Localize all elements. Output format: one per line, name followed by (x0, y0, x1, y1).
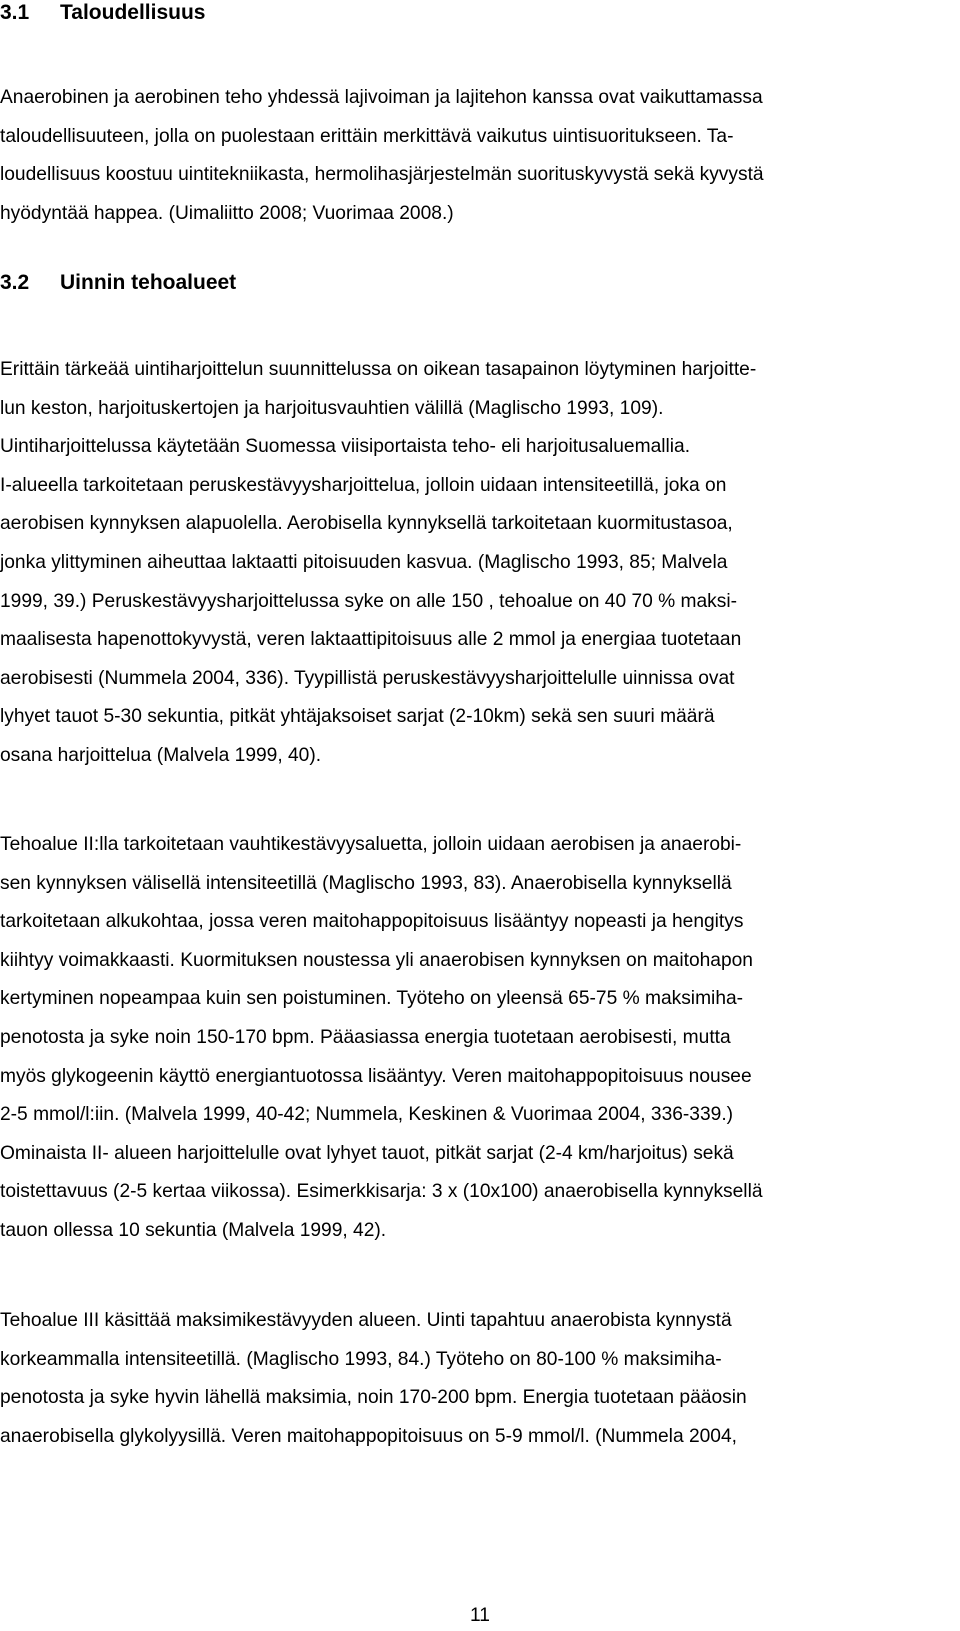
page-number: 11 (470, 1605, 490, 1626)
section-title: Uinnin tehoalueet (60, 271, 237, 294)
text-line: korkeammalla intensiteetillä. (Maglischo 1993, 84.) Työteho on 80-100 % maksimiha- (0, 1348, 722, 1370)
paragraph-tehoalueet-1 (0, 351, 940, 776)
paragraph-tehoalue-ii (0, 826, 940, 1251)
text-line: hyödyntää happea. (Uimaliitto 2008; Vuorimaa 2008.) (0, 202, 454, 224)
text-line: 1999, 39.) Peruskestävyysharjoittelussa syke on alle 150 , tehoalue on 40 70 % maksi- (0, 590, 738, 612)
section-title: Taloudellisuus (60, 1, 206, 24)
text-line: Anaerobinen ja aerobinen teho yhdessä lajivoiman ja lajitehon kanssa ovat vaikuttamassa (0, 87, 763, 108)
paragraph-tehoalue-iii (0, 1302, 940, 1456)
text-line: Ominaista II- alueen harjoittelulle ovat lyhyet tauot, pitkät sarjat (2-4 km/harjoitus) sekä (0, 1142, 734, 1164)
text-line: I-alueella tarkoitetaan peruskestävyysharjoittelua, jolloin uidaan intensiteetillä, joka on (0, 474, 727, 496)
section-heading-3-1 (0, 0, 205, 26)
text-line: lyhyet tauot 5-30 sekuntia, pitkät yhtäjaksoiset sarjat (2-10km) sekä sen suuri määrä (0, 706, 715, 728)
text-line: aerobisesti (Nummela 2004, 336). Tyypillistä peruskestävyysharjoittelulle uinnissa ovat (0, 667, 735, 689)
text-line: tauon ollessa 10 sekuntia (Malvela 1999, 42). (0, 1219, 387, 1241)
text-line: kiihtyy voimakkaasti. Kuormituksen noustessa yli anaerobisen kynnyksen on maitohapon (0, 949, 753, 971)
text-line: tarkoitetaan alkukohtaa, jossa veren maitohappopitoisuus lisääntyy nopeasti ja hengitys (0, 911, 744, 933)
section-number: 3.2 (0, 271, 30, 294)
text-line: anaerobisella glykolyysillä. Veren maitohappopitoisuus on 5-9 mmol/l. (Nummela 2004, (0, 1425, 737, 1447)
text-line: osana harjoittelua (Malvela 1999, 40). (0, 744, 322, 766)
text-line: jonka ylittyminen aiheuttaa laktaatti pitoisuuden kasvua. (Maglischo 1993, 85; Malvela (0, 551, 728, 573)
text-line: myös glykogeenin käyttö energiantuotossa lisääntyy. Veren maitohappopitoisuus nousee (0, 1065, 752, 1087)
text-line: penotosta ja syke noin 150-170 bpm. Pääasiassa energia tuotetaan aerobisesti, mutta (0, 1026, 731, 1048)
text-line: lun keston, harjoituskertojen ja harjoitusvauhtien välillä (Maglischo 1993, 109). (0, 397, 664, 419)
paragraph-taloudellisuus (0, 79, 940, 233)
text-line: penotosta ja syke hyvin lähellä maksimia, noin 170-200 bpm. Energia tuotetaan pääosin (0, 1387, 747, 1409)
text-line: loudellisuus koostuu uintitekniikasta, hermolihasjärjestelmän suorituskyvystä sekä kyvystä (0, 164, 764, 186)
text-line: Uintiharjoittelussa käytetään Suomessa viisiportaista teho- eli harjoitusaluemallia. (0, 436, 691, 458)
section-number: 3.1 (0, 1, 30, 24)
text-line: aerobisen kynnyksen alapuolella. Aerobisella kynnyksellä tarkoitetaan kuormitustasoa, (0, 513, 733, 535)
section-heading-3-2 (0, 270, 236, 296)
text-line: taloudellisuuteen, jolla on puolestaan erittäin merkittävä vaikutus uintisuoritukseen. Ta- (0, 125, 734, 147)
text-line: Tehoalue III käsittää maksimikestävyyden alueen. Uinti tapahtuu anaerobista kynnystä (0, 1310, 732, 1331)
text-line: maalisesta hapenottokyvystä, veren laktaattipitoisuus alle 2 mmol ja energiaa tuotetaan (0, 629, 742, 651)
text-line: kertyminen nopeampaa kuin sen poistuminen. Työteho on yleensä 65-75 % maksimiha- (0, 988, 744, 1010)
text-line: Erittäin tärkeää uintiharjoittelun suunnittelussa on oikean tasapainon löytyminen harjoitte- (0, 359, 757, 380)
text-line: toistettavuus (2-5 kertaa viikossa). Esimerkkisarja: 3 x (10x100) anaerobisella kynnyksellä (0, 1181, 763, 1203)
text-line: Tehoalue II:lla tarkoitetaan vauhtikestävyysaluetta, jolloin uidaan aerobisen ja anaerobi- (0, 834, 742, 855)
text-line: sen kynnyksen välisellä intensiteetillä (Maglischo 1993, 83). Anaerobisella kynnyksellä (0, 872, 732, 894)
text-line: 2-5 mmol/l:iin. (Malvela 1999, 40-42; Nummela, Keskinen & Vuorimaa 2004, 336-339.) (0, 1104, 734, 1126)
